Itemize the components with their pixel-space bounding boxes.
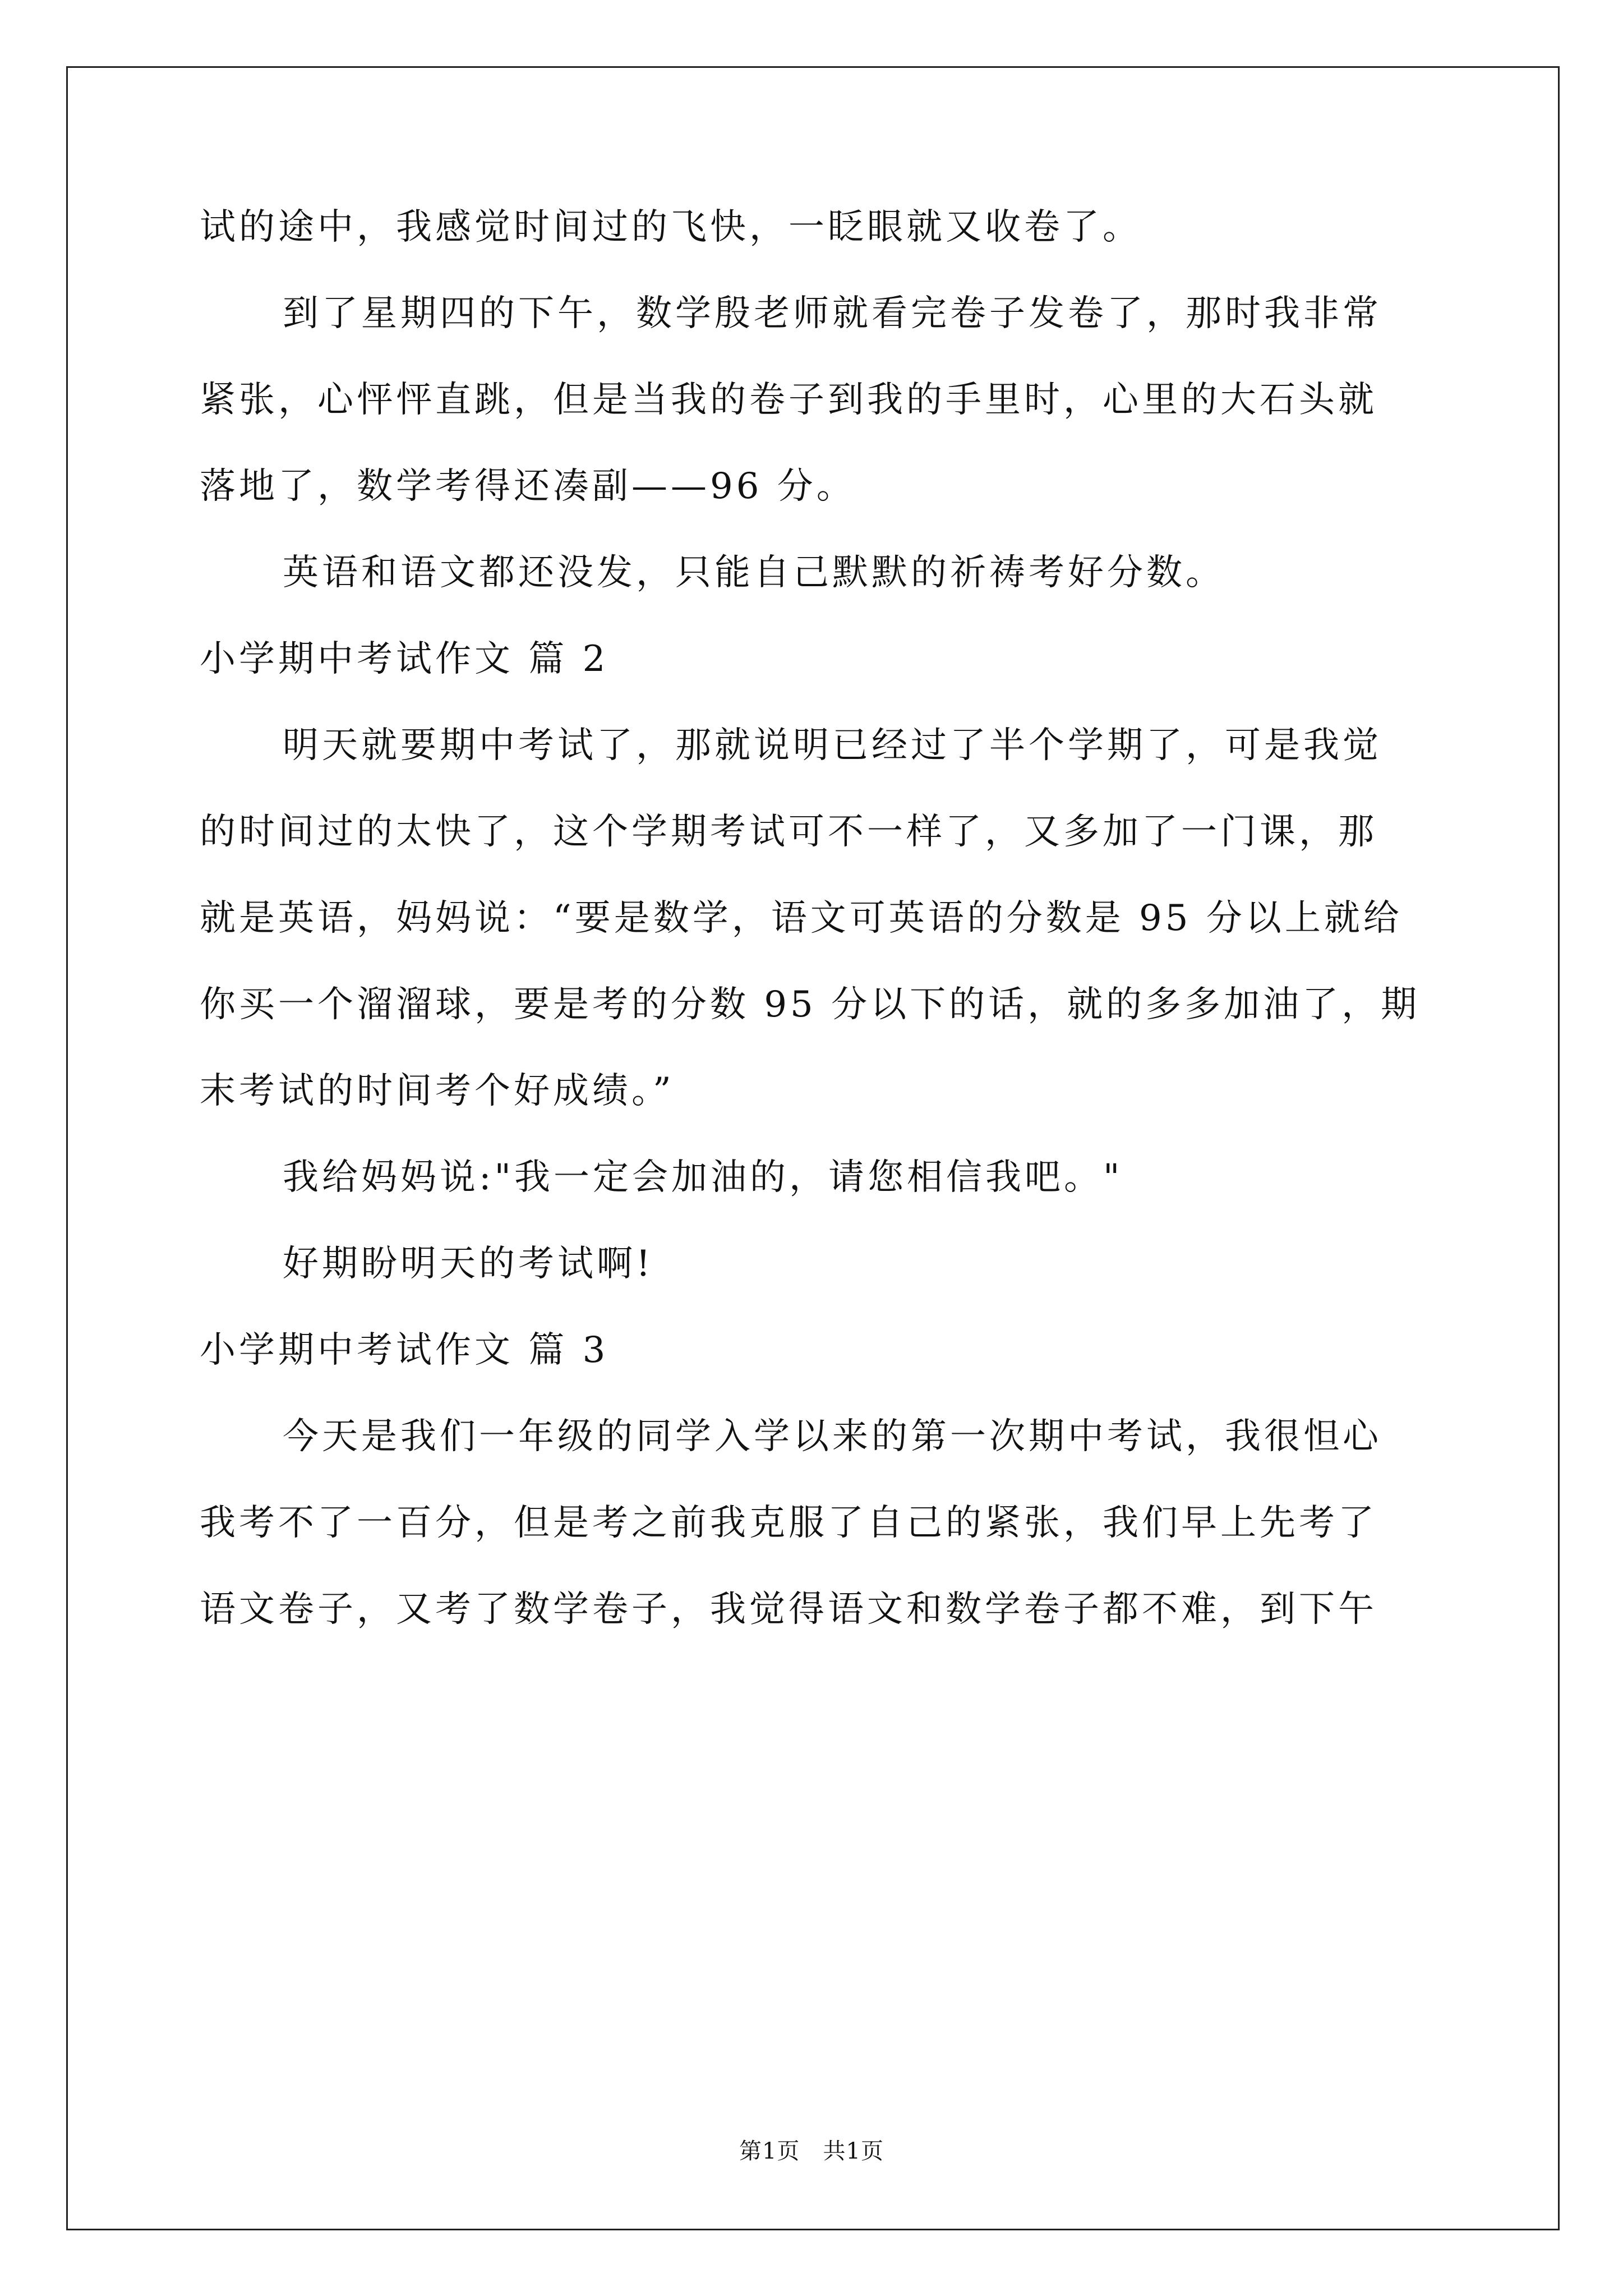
paragraph-line: 好期盼明天的考试啊!: [283, 1243, 654, 1285]
paragraph-line: 末考试的时间考个好成绩。”: [200, 1070, 675, 1112]
paragraph-line: 紧张，心怦怦直跳，但是当我的卷子到我的手里时，心里的大石头就: [200, 379, 1377, 421]
paragraph-line: 你买一个溜溜球，要是考的分数 95 分以下的话，就的多多加油了，期: [200, 984, 1421, 1025]
paragraph-line: 英语和语文都还没发，只能自己默默的祈祷考好分数。: [283, 552, 1225, 593]
paragraph-line: 就是英语，妈妈说：“要是数学，语文可英语的分数是 95 分以上就给: [200, 898, 1403, 939]
paragraph-line: 我给妈妈说:"我一定会加油的，请您相信我吧。": [283, 1157, 1123, 1198]
page-footer: 第1页 共1页: [739, 2138, 884, 2164]
paragraph-line: 落地了，数学考得还凑副——96 分。: [200, 466, 856, 507]
paragraph-line: 我考不了一百分，但是考之前我克服了自己的紧张，我们早上先考了: [200, 1502, 1377, 1544]
paragraph-line: 今天是我们一年级的同学入学以来的第一次期中考试，我很怛心: [283, 1416, 1382, 1457]
paragraph-line: 语文卷子，又考了数学卷子，我觉得语文和数学卷子都不难，到下午: [200, 1589, 1377, 1630]
paragraph-line: 试的途中，我感觉时间过的飞快，一眨眼就又收卷了。: [200, 206, 1142, 248]
section-heading: 小学期中考试作文 篇 2: [200, 638, 609, 680]
paragraph-line: 明天就要期中考试了，那就说明已经过了半个学期了，可是我觉: [283, 725, 1382, 766]
paragraph-line: 到了星期四的下午，数学殷老师就看完卷子发卷了，那时我非常: [283, 293, 1382, 334]
paragraph-line: 的时间过的太快了，这个学期考试可不一样了，又多加了一门课，那: [200, 811, 1377, 853]
section-heading: 小学期中考试作文 篇 3: [200, 1329, 609, 1371]
